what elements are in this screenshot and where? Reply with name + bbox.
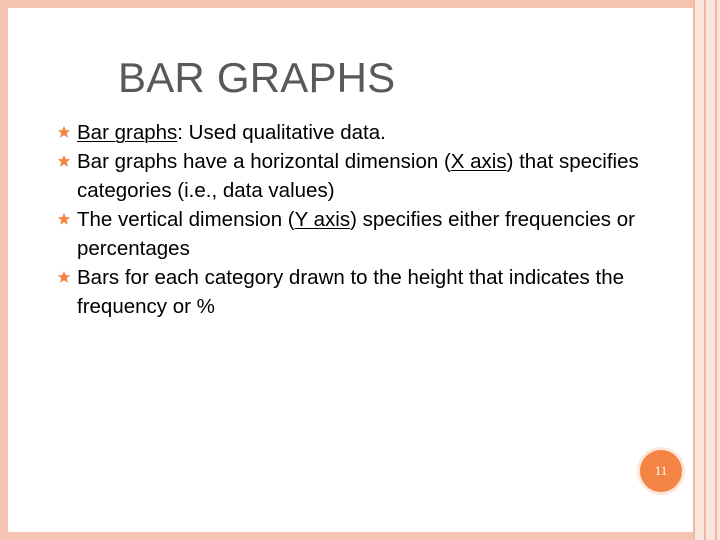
right-decorative-line <box>704 0 706 540</box>
bullet-term: X axis <box>450 150 507 173</box>
star-bullet-icon <box>57 270 71 284</box>
slide-title: BAR GRAPHS <box>118 54 396 101</box>
bullet-text: ) that specifies categories (i.e., data values) <box>77 150 639 202</box>
star-bullet-icon <box>57 125 71 139</box>
bullet-text: : Used qualitative data. <box>177 121 386 144</box>
bullet-text: Bar graphs have a horizontal dimension ( <box>77 150 451 173</box>
right-decorative-line <box>715 0 717 540</box>
bullet-item <box>40 263 692 321</box>
bullet-term: Bar graphs <box>77 121 178 144</box>
bullet-list <box>40 118 692 321</box>
bullet-text: ) specifies either frequencies or percentages <box>77 208 635 260</box>
page-number-badge: 11 <box>637 447 685 495</box>
top-border <box>0 0 720 8</box>
star-bullet-icon <box>57 154 71 168</box>
bottom-border <box>0 532 720 540</box>
bullet-term: Y axis <box>294 208 351 231</box>
bullet-text: The vertical dimension ( <box>77 208 295 231</box>
bullet-item <box>40 147 692 205</box>
star-bullet-icon <box>57 212 71 226</box>
bullet-text: Bars for each category drawn to the height that indicates the frequency or % <box>77 266 624 318</box>
right-decorative-line <box>693 0 695 540</box>
left-border <box>0 0 8 540</box>
bullet-item <box>40 205 692 263</box>
bullet-item <box>40 118 692 147</box>
